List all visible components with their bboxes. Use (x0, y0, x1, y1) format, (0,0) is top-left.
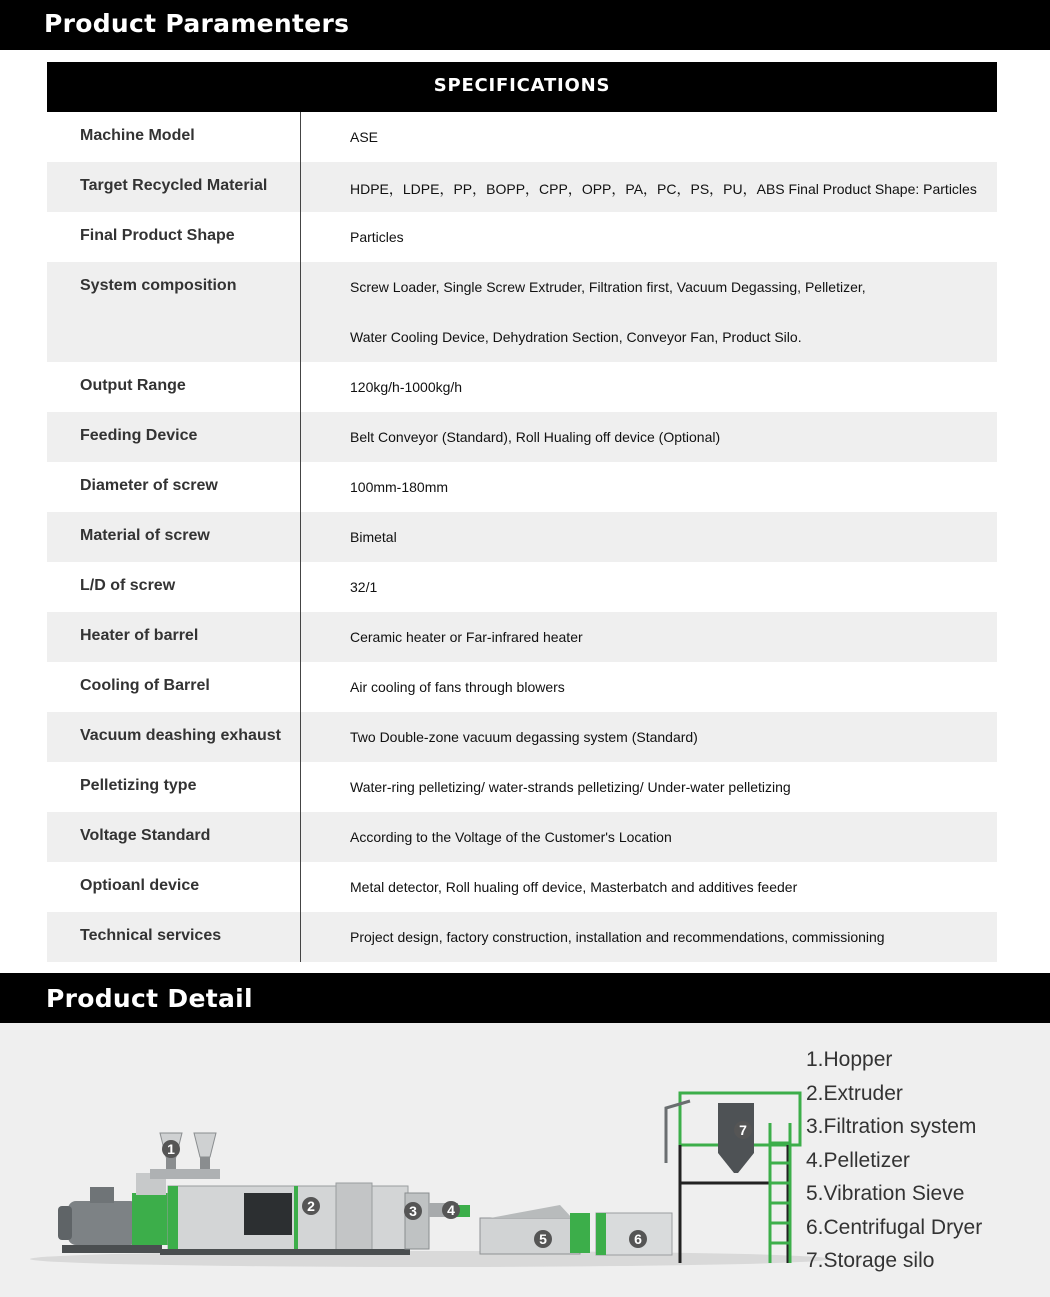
marker-5: 5 (539, 1231, 547, 1247)
row-value: Air cooling of fans through blowers (350, 679, 565, 695)
row-label: Material of screw (80, 527, 210, 544)
table-row (47, 112, 997, 162)
table-row (47, 912, 997, 962)
row-value: 100mm-180mm (350, 479, 449, 495)
row-label: Cooling of Barrel (80, 677, 210, 694)
detail-band (0, 973, 1050, 1023)
legend-item: 2.Extruder (806, 1081, 903, 1105)
hopper (150, 1133, 220, 1179)
specifications-header: SPECIFICATIONS (47, 62, 997, 112)
row-value: ASE (350, 129, 379, 145)
table-row (47, 412, 997, 462)
row-value: Two Double-zone vacuum degassing system (Standard) (350, 729, 698, 745)
table-row (47, 612, 997, 662)
legend-item: 7.Storage silo (806, 1249, 935, 1272)
row-value: According to the Voltage of the Customer's Location (350, 829, 672, 845)
row-label: Output Range (80, 377, 186, 394)
row-value: HDPE，LDPE，PP，BOPP，CPP，OPP，PA，PC，PS，PU，ABS Final Product Shape: Particles (350, 181, 977, 197)
row-label: Vacuum deashing exhaust (80, 727, 281, 744)
row-value: Metal detector, Roll hualing off device, Masterbatch and additives feeder (350, 879, 798, 895)
table-row (47, 512, 997, 562)
silo-tank (718, 1103, 754, 1173)
row-label: L/D of screw (80, 577, 176, 594)
row-label: Diameter of screw (80, 477, 218, 494)
table-row (47, 562, 997, 612)
table-row (47, 812, 997, 862)
marker-1: 1 (167, 1141, 175, 1157)
row-value: Project design, factory construction, installation and recommendations, commissioning (350, 929, 885, 945)
table-row (47, 762, 997, 812)
legend-item: 1.Hopper (806, 1048, 893, 1071)
row-value: Belt Conveyor (Standard), Roll Hualing off device (Optional) (350, 429, 721, 445)
legend-item: 6.Centrifugal Dryer (806, 1215, 983, 1239)
table-row (47, 862, 997, 912)
column-divider (300, 112, 301, 962)
table-row (47, 212, 997, 262)
row-label: Feeding Device (80, 427, 198, 444)
vibration-sieve (480, 1205, 590, 1254)
legend-item: 4.Pelletizer (806, 1148, 910, 1172)
gearbox (132, 1173, 172, 1245)
row-value: Bimetal (350, 529, 397, 545)
product-detail-illustration (0, 1023, 1050, 1297)
row-value: Particles (350, 229, 404, 245)
extruder (160, 1183, 410, 1255)
table-row (47, 712, 997, 762)
row-value: Ceramic heater or Far-infrared heater (350, 629, 583, 645)
specifications-table (47, 112, 997, 962)
table-row (47, 462, 997, 512)
row-label: Pelletizing type (80, 777, 197, 794)
row-value: 120kg/h-1000kg/h (350, 379, 463, 395)
row-value: Water-ring pelletizing/ water-strands pelletizing/ Under-water pelletizing (350, 779, 791, 795)
row-label: Optioanl device (80, 877, 200, 894)
page-title: Product Paramenters (44, 9, 350, 38)
marker-7: 7 (739, 1122, 747, 1138)
marker-4: 4 (447, 1202, 455, 1218)
row-label: Technical services (80, 927, 222, 944)
row-label: Final Product Shape (80, 227, 235, 244)
component-legend (806, 1043, 982, 1278)
row-label: Heater of barrel (80, 627, 199, 644)
row-value: 32/1 (350, 579, 378, 595)
row-label: Voltage Standard (80, 827, 211, 844)
marker-2: 2 (307, 1198, 315, 1214)
table-row (47, 662, 997, 712)
table-row (47, 162, 997, 212)
row-label: Machine Model (80, 127, 195, 144)
row-label: Target Recycled Material (80, 177, 268, 194)
row-value: Screw Loader, Single Screw Extruder, Filtration first, Vacuum Degassing, Pelletizer, (350, 279, 866, 295)
row-value-continued: Water Cooling Device, Dehydration Section, Conveyor Fan, Product Silo. (350, 329, 802, 345)
table-row (47, 362, 997, 412)
section-title: Product Detail (46, 984, 253, 1013)
legend-item: 5.Vibration Sieve (806, 1182, 965, 1205)
table-row (47, 262, 997, 362)
row-label: System composition (80, 277, 237, 294)
header-band (0, 0, 1050, 50)
legend-item: 3.Filtration system (806, 1115, 977, 1138)
marker-6: 6 (634, 1231, 642, 1247)
marker-3: 3 (409, 1203, 417, 1219)
